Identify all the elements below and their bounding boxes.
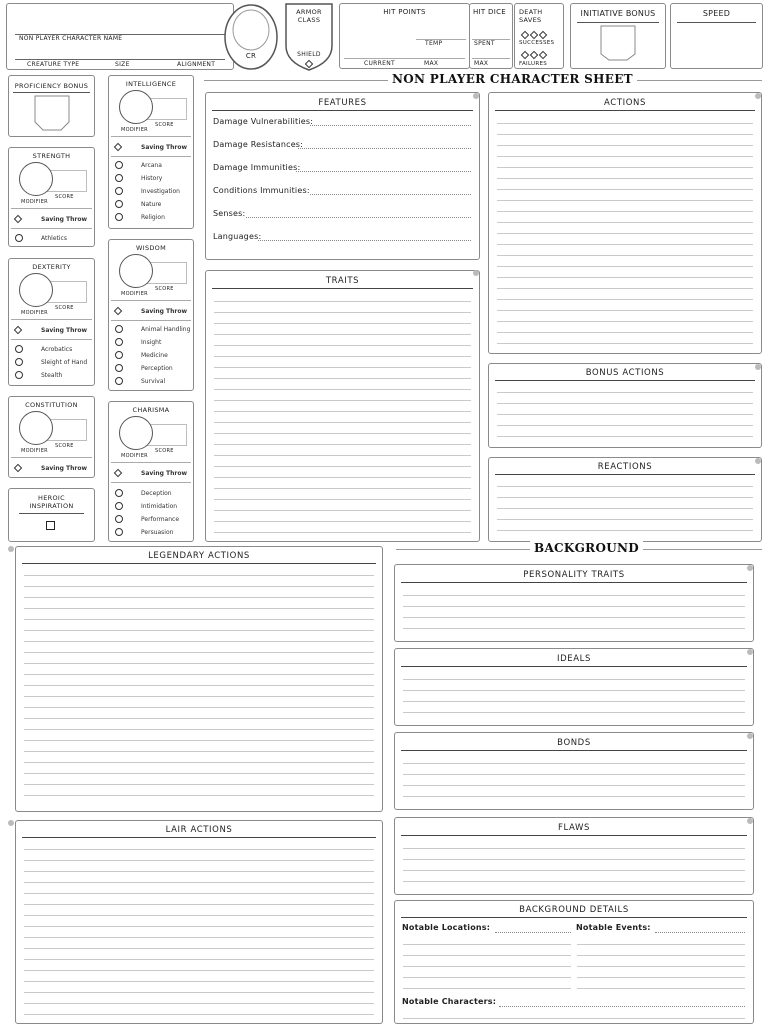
strength-modifier-label: MODIFIER	[21, 199, 48, 205]
temp-label: TEMP	[425, 40, 443, 47]
hit-dice-max-label: MAX	[474, 60, 489, 67]
charisma-save-label: Saving Throw	[141, 470, 187, 477]
notable-characters-lines[interactable]	[403, 1008, 745, 1023]
dexterity-save-label: Saving Throw	[41, 327, 87, 334]
dexterity-modifier-field[interactable]	[19, 273, 53, 307]
skill-check[interactable]	[115, 515, 124, 522]
failures-label: FAILURES	[519, 61, 548, 67]
features-box[interactable]	[205, 92, 480, 260]
strength-score-label: SCORE	[55, 194, 74, 200]
background-details-box[interactable]	[394, 900, 754, 1024]
cr-badge-icon	[222, 3, 280, 71]
skill-history: History	[141, 175, 163, 182]
flaws-title: FLAWS	[401, 823, 747, 836]
bonds-lines[interactable]	[403, 753, 745, 805]
wisdom-modifier-label: MODIFIER	[121, 291, 148, 297]
lair-actions-lines[interactable]	[24, 839, 374, 1023]
dexterity-save-check[interactable]	[14, 326, 22, 334]
heroic-inspiration-checkbox[interactable]	[46, 521, 55, 530]
skill-deception: Deception	[141, 490, 172, 497]
bonds-box[interactable]	[394, 732, 754, 810]
proficiency-bonus-box[interactable]	[8, 75, 95, 137]
dexterity-name: DEXTERITY	[32, 263, 71, 271]
intelligence-score-label: SCORE	[155, 122, 174, 128]
intelligence-box[interactable]	[108, 75, 194, 229]
legendary-actions-box[interactable]	[15, 546, 383, 812]
charisma-save-check[interactable]	[114, 469, 122, 477]
reactions-title: REACTIONS	[495, 462, 755, 475]
armor-class-label: ARMOR CLASS	[296, 8, 322, 24]
initiative-box[interactable]	[570, 3, 666, 69]
speed-label: SPEED	[702, 9, 731, 18]
heroic-inspiration-box[interactable]	[8, 488, 95, 542]
wisdom-save-label: Saving Throw	[141, 308, 187, 315]
skill-intimidation: Intimidation	[141, 503, 178, 510]
dexterity-score-label: SCORE	[55, 305, 74, 311]
skill-check[interactable]	[115, 528, 124, 535]
wisdom-save-check[interactable]	[114, 307, 122, 315]
hit-points-box[interactable]	[339, 3, 470, 69]
size-label: SIZE	[115, 61, 130, 68]
skill-sleight-of-hand: Sleight of Hand	[41, 359, 88, 366]
personality-traits-title: PERSONALITY TRAITS	[401, 570, 747, 583]
languages-label: Languages:	[213, 232, 262, 241]
skill-medicine: Medicine	[141, 352, 168, 359]
reactions-lines[interactable]	[497, 476, 753, 535]
bonus-actions-box[interactable]	[488, 363, 762, 448]
skill-check[interactable]	[115, 489, 124, 496]
bonus-actions-lines[interactable]	[497, 382, 753, 441]
constitution-name: CONSTITUTION	[25, 401, 78, 409]
skill-nature: Nature	[141, 201, 162, 208]
strength-save-label: Saving Throw	[41, 216, 87, 223]
npc-name-label: NON PLAYER CHARACTER NAME	[19, 35, 123, 42]
death-saves-label: DEATH SAVES	[519, 8, 543, 24]
wisdom-score-label: SCORE	[155, 286, 174, 292]
heroic-inspiration-label: HEROIC INSPIRATION	[29, 494, 74, 510]
senses-label: Senses:	[213, 209, 246, 218]
lair-actions-box[interactable]	[15, 820, 383, 1024]
strength-modifier-field[interactable]	[19, 162, 53, 196]
damage-immunities-field[interactable]	[296, 171, 471, 172]
skill-athletics: Athletics	[41, 235, 67, 242]
constitution-save-label: Saving Throw	[41, 465, 87, 472]
notable-characters-field[interactable]	[499, 1006, 745, 1007]
senses-field[interactable]	[246, 217, 471, 218]
death-saves-box[interactable]	[514, 3, 564, 69]
hit-dice-label: HIT DICE	[473, 8, 506, 16]
legendary-actions-title: LEGENDARY ACTIONS	[22, 551, 376, 564]
notable-events-lines[interactable]	[577, 934, 745, 990]
charisma-modifier-field[interactable]	[119, 416, 153, 450]
skill-survival: Survival	[141, 378, 166, 385]
initiative-frame-icon	[599, 24, 637, 68]
lair-actions-title: LAIR ACTIONS	[22, 825, 376, 838]
skill-investigation: Investigation	[141, 188, 180, 195]
skill-insight: Insight	[141, 339, 162, 346]
traits-title: TRAITS	[212, 276, 473, 289]
strength-name: STRENGTH	[32, 152, 71, 160]
cr-label: CR	[245, 52, 257, 60]
skill-check[interactable]	[15, 371, 24, 378]
intelligence-name: INTELLIGENCE	[125, 80, 177, 88]
ideals-title: IDEALS	[401, 654, 747, 667]
notable-locations-label: Notable Locations:	[402, 923, 491, 932]
skill-persuasion: Persuasion	[141, 529, 174, 536]
damage-immunities-label: Damage Immunities:	[213, 163, 301, 172]
constitution-score-label: SCORE	[55, 443, 74, 449]
constitution-box[interactable]	[8, 396, 95, 478]
charisma-modifier-label: MODIFIER	[121, 453, 148, 459]
successes-label: SUCCESSES	[519, 40, 555, 46]
constitution-modifier-label: MODIFIER	[21, 448, 48, 454]
skill-check[interactable]	[115, 338, 124, 345]
shield-label: SHIELD	[297, 51, 321, 58]
dexterity-modifier-label: MODIFIER	[21, 310, 48, 316]
npc-name-box[interactable]	[6, 3, 234, 70]
skill-acrobatics: Acrobatics	[41, 346, 73, 353]
damage-resistances-field[interactable]	[298, 148, 471, 149]
ideals-lines[interactable]	[403, 669, 745, 721]
skill-perception: Perception	[141, 365, 173, 372]
background-details-title: BACKGROUND DETAILS	[401, 905, 747, 918]
skill-check[interactable]	[15, 345, 24, 352]
traits-lines[interactable]	[214, 291, 471, 535]
personality-traits-lines[interactable]	[403, 585, 745, 637]
current-label: CURRENT	[364, 60, 395, 67]
skill-check[interactable]	[15, 358, 24, 365]
intelligence-modifier-label: MODIFIER	[121, 127, 148, 133]
charisma-score-label: SCORE	[155, 448, 174, 454]
dexterity-box[interactable]	[8, 258, 95, 386]
notable-characters-label: Notable Characters:	[402, 997, 497, 1006]
constitution-modifier-field[interactable]	[19, 411, 53, 445]
success-check-3[interactable]	[539, 31, 547, 39]
skill-animal-handling: Animal Handling	[141, 326, 191, 333]
intelligence-save-check[interactable]	[114, 143, 122, 151]
actions-title: ACTIONS	[495, 98, 755, 111]
cr-box[interactable]	[222, 3, 280, 71]
creature-type-label: CREATURE TYPE	[27, 61, 80, 68]
personality-traits-box[interactable]	[394, 564, 754, 642]
notable-locations-lines[interactable]	[403, 934, 571, 990]
strength-box[interactable]	[8, 147, 95, 247]
skill-check[interactable]	[115, 200, 124, 207]
alignment-label: ALIGNMENT	[177, 61, 216, 68]
charisma-name: CHARISMA	[132, 406, 170, 414]
skill-check[interactable]	[115, 213, 124, 220]
success-check-1[interactable]	[521, 31, 529, 39]
speed-box[interactable]	[670, 3, 763, 69]
skill-check[interactable]	[115, 377, 124, 384]
bonds-title: BONDS	[401, 738, 747, 751]
strength-save-check[interactable]	[14, 215, 22, 223]
damage-resistances-label: Damage Resistances:	[213, 140, 304, 149]
skill-performance: Performance	[141, 516, 180, 523]
ideals-box[interactable]	[394, 648, 754, 726]
skill-religion: Religion	[141, 214, 165, 221]
hit-points-label: HIT POINTS	[383, 8, 426, 16]
flaws-lines[interactable]	[403, 838, 745, 890]
skill-check[interactable]	[15, 234, 24, 241]
skill-arcana: Arcana	[141, 162, 162, 169]
legendary-actions-lines[interactable]	[24, 565, 374, 803]
constitution-save-check[interactable]	[14, 464, 22, 472]
hit-dice-box[interactable]	[469, 3, 513, 69]
max-label: MAX	[424, 60, 439, 67]
intelligence-save-label: Saving Throw	[141, 144, 187, 151]
languages-field[interactable]	[258, 240, 471, 241]
skill-check[interactable]	[115, 364, 124, 371]
wisdom-modifier-field[interactable]	[119, 254, 153, 288]
failure-check-3[interactable]	[539, 51, 547, 59]
skill-check[interactable]	[115, 351, 124, 358]
notable-locations-field[interactable]	[495, 932, 571, 933]
failure-check-1[interactable]	[521, 51, 529, 59]
armor-class-box[interactable]	[284, 2, 334, 72]
skill-check[interactable]	[115, 161, 124, 168]
skill-check[interactable]	[115, 174, 124, 181]
bonus-actions-title: BONUS ACTIONS	[495, 368, 755, 381]
traits-box[interactable]	[205, 270, 480, 542]
skill-check[interactable]	[115, 502, 124, 509]
proficiency-label: PROFICIENCY BONUS	[14, 82, 89, 90]
sheet-title: NON PLAYER CHARACTER SHEET	[388, 72, 637, 86]
reactions-box[interactable]	[488, 457, 762, 542]
charisma-box[interactable]	[108, 401, 194, 542]
skill-check[interactable]	[115, 325, 124, 332]
background-title: BACKGROUND	[530, 541, 643, 555]
damage-vulnerabilities-field[interactable]	[310, 125, 471, 126]
intelligence-modifier-field[interactable]	[119, 90, 153, 124]
actions-box[interactable]	[488, 92, 762, 354]
skill-stealth: Stealth	[41, 372, 63, 379]
spent-label: SPENT	[474, 40, 495, 47]
condition-immunities-field[interactable]	[310, 194, 471, 195]
proficiency-frame-icon	[33, 94, 71, 134]
condition-immunities-label: Conditions Immunities:	[213, 186, 310, 195]
wisdom-name: WISDOM	[136, 244, 166, 252]
features-title: FEATURES	[212, 98, 473, 111]
skill-check[interactable]	[115, 187, 124, 194]
initiative-label: INITIATIVE BONUS	[580, 9, 656, 18]
actions-lines[interactable]	[497, 113, 753, 347]
flaws-box[interactable]	[394, 817, 754, 895]
notable-events-field[interactable]	[655, 932, 745, 933]
success-check-2[interactable]	[530, 31, 538, 39]
failure-check-2[interactable]	[530, 51, 538, 59]
notable-events-label: Notable Events:	[576, 923, 651, 932]
damage-vulnerabilities-label: Damage Vulnerabilities:	[213, 117, 314, 126]
wisdom-box[interactable]	[108, 239, 194, 391]
